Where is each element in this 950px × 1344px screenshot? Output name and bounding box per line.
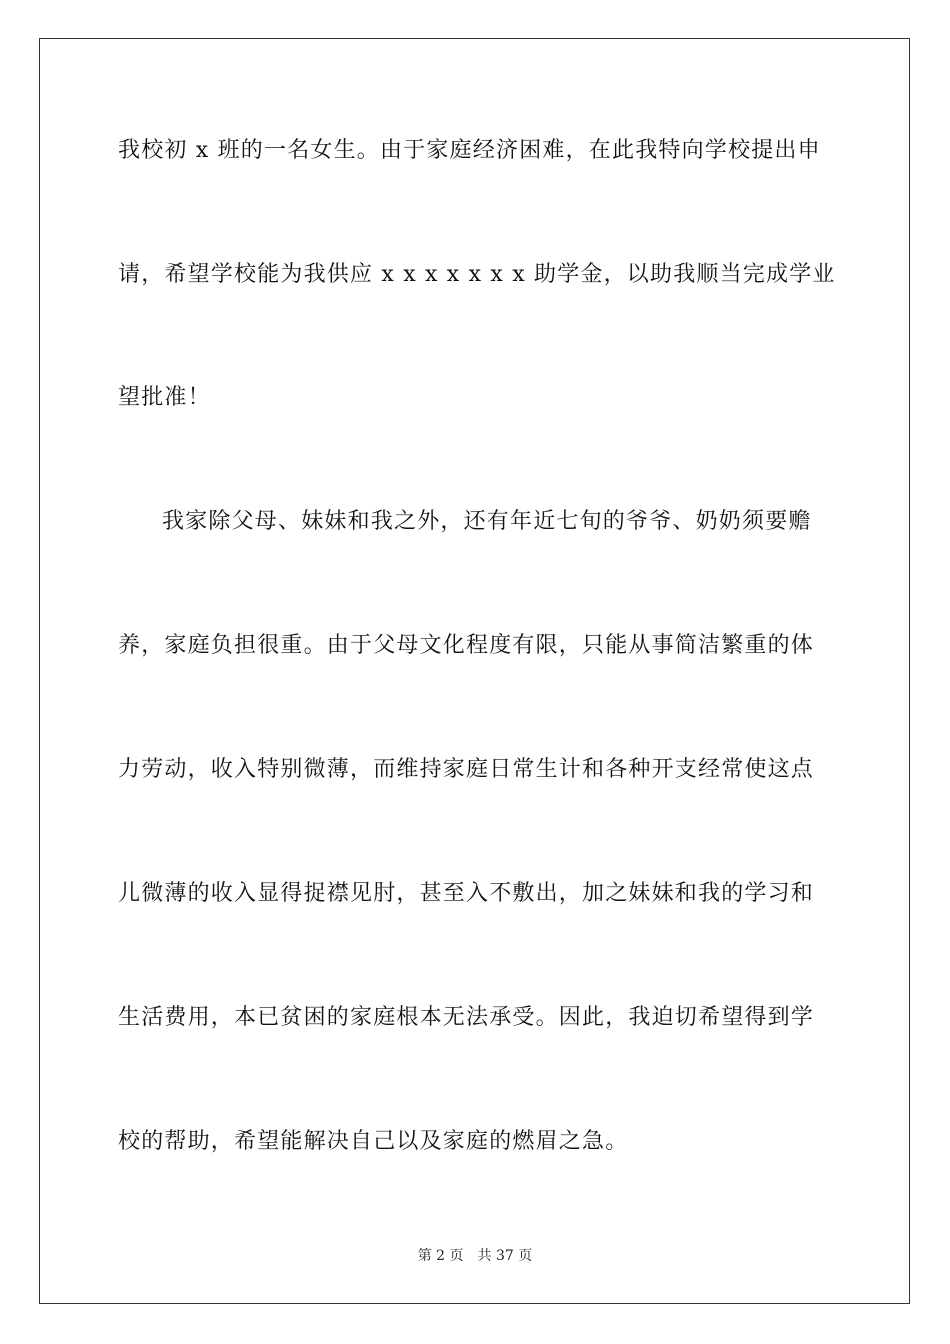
page-footer xyxy=(0,1246,950,1266)
body-line: 我校初 x 班的一名女生。由于家庭经济困难，在此我特向学校提出申 xyxy=(118,138,821,163)
page-number: 第 2 页 xyxy=(417,1248,464,1264)
body-line: 望批准！ xyxy=(118,385,211,410)
body-line: 请，希望学校能为我供应 x x x x x x x 助学金，以助我顺当完成学业 xyxy=(118,262,836,287)
paragraph-first-line: 我家除父母、妹妹和我之外，还有年近七旬的爷爷、奶奶须要赡 xyxy=(162,509,812,534)
page-frame xyxy=(39,38,910,1304)
body-line: 力劳动，收入特别微薄，而维持家庭日常生计和各种开支经常使这点 xyxy=(118,757,815,782)
body-line: 养，家庭负担很重。由于父母文化程度有限，只能从事简洁繁重的体 xyxy=(118,633,815,658)
body-line: 生活费用，本已贫困的家庭根本无法承受。因此，我迫切希望得到学 xyxy=(118,1005,815,1030)
body-line: 儿微薄的收入显得捉襟见肘，甚至入不敷出，加之妹妹和我的学习和 xyxy=(118,881,815,906)
body-line: 校的帮助，希望能解决自己以及家庭的燃眉之急。 xyxy=(118,1129,629,1154)
page-total: 共 37 页 xyxy=(477,1248,533,1264)
